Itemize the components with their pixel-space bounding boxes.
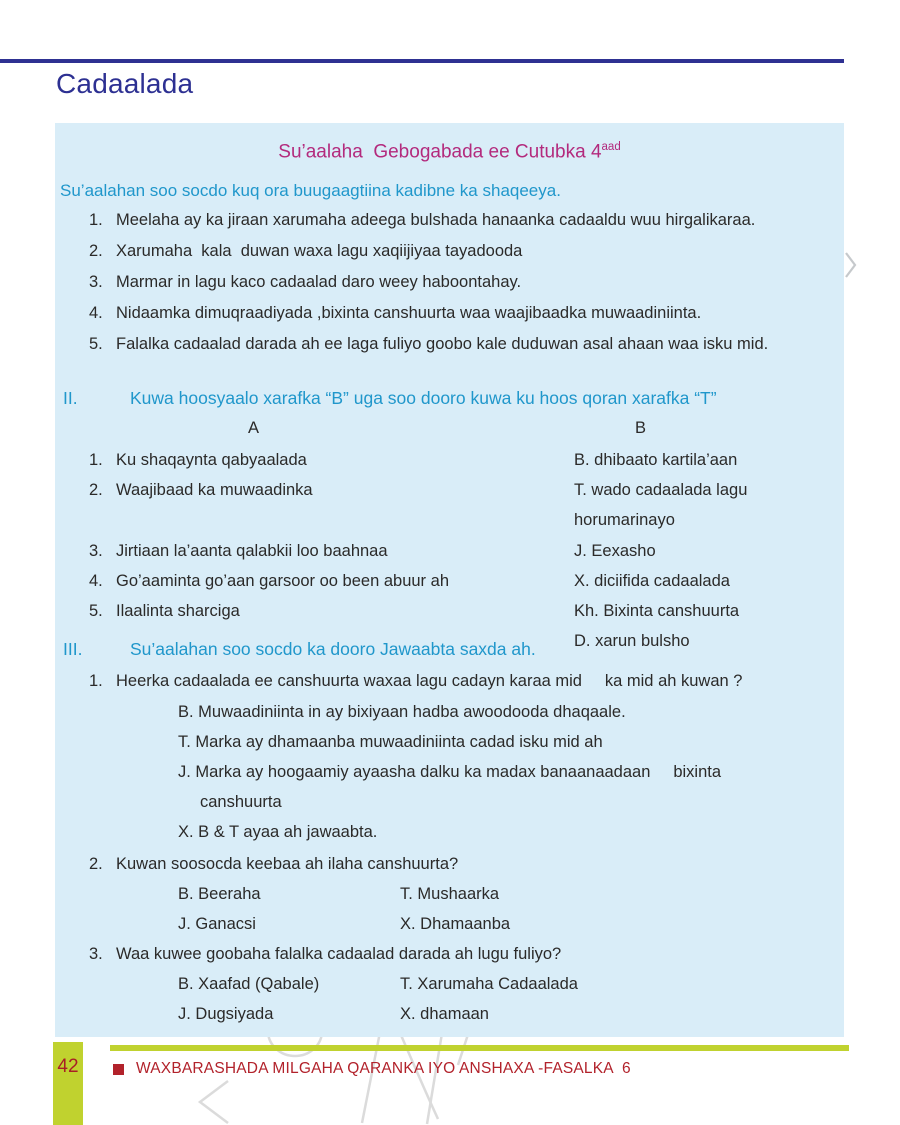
option-line: J. Marka ay hoogaamiy ayaasha dalku ka madax banaanaadaan bixinta — [178, 763, 722, 781]
question-3-options — [55, 969, 844, 1029]
option-cell: J. Dugsiyada — [178, 1005, 274, 1023]
content-panel — [55, 123, 844, 1037]
option-line: X. B & T ayaa ah jawaabta. — [178, 823, 378, 841]
footer-text: WAXBARASHADA MILGAHA QARANKA IYO ANSHAXA -FASALKA 6 — [136, 1060, 631, 1077]
quiz-intro: Su’aalahan soo socdo kuq ora buugaagtiina kadibne ka shaqeeya. — [60, 181, 561, 200]
statement-row — [55, 267, 844, 298]
statement-text: Marmar in lagu kaco cadaalad daro weey haboontahay. — [116, 273, 522, 291]
footer-bullet-square — [113, 1064, 124, 1075]
match-col-a-cell — [55, 566, 574, 596]
match-col-a-cell — [55, 536, 574, 566]
section-iii-heading — [55, 634, 844, 664]
column-b-header: B — [635, 419, 647, 437]
match-column-headers — [55, 413, 844, 443]
match-a-number: 4. — [89, 571, 103, 590]
match-a-text: Ilaalinta sharciga — [116, 602, 240, 621]
statement-row — [55, 329, 844, 360]
statement-number: 5. — [89, 335, 103, 353]
statement-row — [55, 236, 844, 267]
option-cell: X. Dhamaanba — [400, 915, 511, 933]
statement-text: Xarumaha kala duwan waxa lagu xaqiijiyaa tayadooda — [116, 242, 523, 260]
match-col-a-cell — [55, 445, 574, 475]
footer — [113, 1060, 631, 1078]
option-line: B. Muwaadiniinta in ay bixiyaan hadba awoodooda dhaqaale. — [178, 703, 626, 721]
question-2 — [55, 849, 844, 879]
options-row — [178, 909, 844, 939]
match-a-text: Ku shaqaynta qabyaalada — [116, 451, 307, 469]
statement-text: Meelaha ay ka jiraan xarumaha adeega bulshada hanaanka cadaaldu wuu hirgalikaraa. — [116, 211, 756, 229]
option-cell: B. Xaafad (Qabale) — [178, 975, 320, 993]
match-b-text: J. Eexasho — [574, 541, 656, 560]
match-b-text: Kh. Bixinta canshuurta — [574, 602, 740, 621]
section-iii-heading-text: Su’aalahan soo socdo ka dooro Jawaabta saxda ah. — [130, 639, 536, 659]
match-b-text: D. xarun bulsho — [574, 632, 690, 651]
option-line: T. Marka ay dhamaanba muwaadiniinta cadad isku mid ah — [178, 733, 603, 751]
quiz-heading-text: Su’aalaha Gebogabada ee Cutubka 4 — [278, 141, 602, 163]
question-1-text: Heerka cadaalada ee canshuurta waxaa lagu cadayn karaa mid ka mid ah kuwan ? — [116, 672, 743, 690]
question-1-options — [55, 697, 844, 847]
question-3 — [55, 939, 844, 969]
page-number-bar — [53, 1042, 83, 1125]
match-a-text: Jirtiaan la’aanta qalabkii loo baahnaa — [116, 541, 388, 560]
match-a-number: 5. — [89, 602, 103, 621]
option-cell: T. Xarumaha Cadaalada — [400, 975, 578, 993]
match-row — [55, 445, 844, 475]
column-a-header: A — [248, 419, 260, 437]
match-a-text: Waajibaad ka muwaadinka — [116, 481, 313, 500]
quiz-heading-superscript: aad — [601, 141, 621, 153]
page-title: Cadaalada — [56, 68, 194, 99]
match-a-text: Go’aaminta go’aan garsoor oo been abuur ah — [116, 571, 449, 590]
question-2-text: Kuwan soosocda keebaa ah ilaha canshuurta? — [116, 855, 459, 873]
question-2-options — [55, 879, 844, 939]
statement-text: Nidaamka dimuqraadiyada ,bixinta canshuurta waa waajibaadka muwaadiniinta. — [116, 304, 702, 322]
header-rule — [0, 59, 844, 63]
statement-row — [55, 205, 844, 236]
question-1-number: 1. — [89, 672, 103, 690]
section-iii-numeral: III. — [63, 639, 83, 659]
statement-number: 3. — [89, 273, 103, 291]
question-3-text: Waa kuwee goobaha falalka cadaalad darada ah lugu fuliyo? — [116, 945, 562, 963]
match-b-text: B. dhibaato kartila’aan — [574, 451, 738, 469]
section-ii-heading — [55, 383, 844, 413]
footer-rule — [110, 1045, 849, 1051]
statement-text: Falalka cadaalad darada ah ee laga fuliyo goobo kale duduwan asal ahaan waa isku mid. — [116, 335, 769, 353]
question-2-number: 2. — [89, 855, 103, 873]
footer-page-number: 42 — [57, 1056, 79, 1077]
option-cell: J. Ganacsi — [178, 915, 256, 933]
option-cell: T. Mushaarka — [400, 885, 500, 903]
match-a-number: 2. — [89, 481, 103, 500]
question-1 — [55, 666, 844, 696]
options-row — [178, 969, 844, 999]
match-row — [55, 475, 844, 535]
option-cell: X. dhamaan — [400, 1005, 489, 1023]
statement-number: 4. — [89, 304, 103, 322]
option-cell: B. Beeraha — [178, 885, 261, 903]
match-row — [55, 536, 844, 566]
match-col-a-cell — [55, 475, 574, 535]
match-table — [55, 445, 844, 656]
match-b-text: T. wado cadaalada lagu horumarinayo — [574, 481, 752, 530]
match-a-number: 3. — [89, 541, 103, 560]
chevron-right-icon — [844, 251, 858, 279]
option-line: canshuurta — [200, 793, 282, 811]
quiz-heading — [55, 135, 844, 164]
statement-list — [55, 205, 844, 360]
match-a-number: 1. — [89, 451, 103, 469]
match-row — [55, 566, 844, 596]
match-col-a-cell — [55, 596, 574, 626]
match-b-text: X. diciifida cadaalada — [574, 571, 730, 590]
options-row — [178, 879, 844, 909]
question-3-number: 3. — [89, 945, 103, 963]
statement-row — [55, 298, 844, 329]
section-ii-numeral: II. — [63, 388, 78, 408]
statement-number: 2. — [89, 242, 103, 260]
match-row — [55, 596, 844, 626]
statement-number: 1. — [89, 211, 103, 229]
options-row — [178, 999, 844, 1029]
section-ii-heading-text: Kuwa hoosyaalo xarafka “B” uga soo dooro kuwa ku hoos qoran xarafka “T” — [130, 388, 717, 408]
